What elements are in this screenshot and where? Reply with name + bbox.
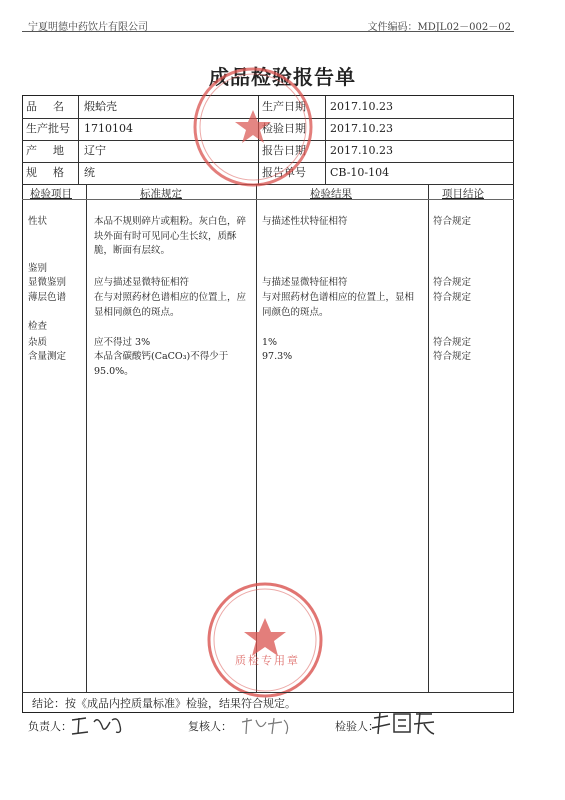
body-divider-1 — [86, 184, 87, 692]
standard-tlc: 在与对照药材色谱相应的位置上，应显相同颜色的斑点。 — [94, 292, 247, 318]
item-traits: 性状 — [28, 216, 48, 227]
seal-subtext: 质检专用章 — [235, 654, 300, 667]
origin-value: 辽宁 — [84, 144, 106, 157]
item-impurity: 杂质 — [28, 337, 48, 348]
batch-value: 1710104 — [84, 122, 133, 135]
result-assay: 97.3% — [262, 351, 293, 362]
test-date-label: 检验日期 — [262, 122, 306, 135]
conclusion-traits: 符合规定 — [433, 216, 472, 227]
inspector-signature — [370, 708, 440, 738]
prod-date-value: 2017.10.23 — [330, 100, 393, 113]
conclusion-tlc: 符合规定 — [433, 292, 472, 303]
report-no-value: CB-10-104 — [330, 166, 390, 179]
info-divider-1 — [78, 96, 79, 184]
conclusion-assay: 符合规定 — [433, 351, 472, 362]
spec-value: 统 — [84, 166, 95, 179]
responsible-label: 负责人： — [28, 720, 72, 733]
standard-microscopic: 应与描述显微特征相符 — [94, 277, 190, 288]
conclusion-impurity: 符合规定 — [433, 337, 472, 348]
info-divider-3 — [325, 96, 326, 184]
body-divider-3 — [428, 184, 429, 692]
standard-impurity: 应不得过 3% — [94, 337, 151, 348]
heading-identification: 鉴别 — [28, 263, 48, 274]
document-number: 文件编码：MDJL02－002－02 — [367, 22, 511, 33]
col-head-conclusion: 项目结论 — [442, 188, 484, 200]
batch-label: 生产批号 — [26, 122, 70, 135]
standard-assay: 本品含碳酸钙(CaCO₃)不得少于95.0%。 — [94, 351, 229, 377]
inspector-label: 检验人： — [335, 720, 379, 733]
prod-date-label: 生产日期 — [262, 100, 306, 113]
result-tlc: 与对照药材色谱相应的位置上，显相同颜色的斑点。 — [262, 292, 415, 318]
header-divider — [22, 31, 514, 32]
conclusion-microscopic: 符合规定 — [433, 277, 472, 288]
reviewer-label: 复核人： — [188, 720, 232, 733]
standard-traits: 本品不规则碎片或粗粉。灰白色，碎块外面有时可见同心生长纹，质酥脆，断面有层纹。 — [94, 216, 247, 256]
header-row-divider — [22, 199, 514, 200]
result-microscopic: 与描述显微特征相符 — [262, 277, 348, 288]
item-tlc: 薄层色谱 — [28, 292, 67, 303]
col-head-standard: 标准规定 — [140, 188, 182, 200]
document-header — [0, 18, 565, 32]
company-name: 宁夏明德中药饮片有限公司 — [28, 22, 148, 33]
product-name-label: 品 名 — [26, 100, 64, 113]
origin-label: 产 地 — [26, 144, 64, 157]
col-head-item: 检验项目 — [30, 188, 72, 200]
spec-label: 规 格 — [26, 166, 64, 179]
product-name-value: 煅蛤壳 — [84, 100, 117, 113]
conclusion-divider — [22, 692, 514, 693]
heading-inspection: 检查 — [28, 321, 48, 332]
item-microscopic: 显微鉴别 — [28, 277, 67, 288]
result-impurity: 1% — [262, 337, 278, 348]
conclusion-text: 结论：按《成品内控质量标准》检验，结果符合规定。 — [32, 697, 296, 710]
reviewer-signature — [238, 712, 298, 738]
item-assay: 含量测定 — [28, 351, 67, 362]
page-title: 成品检验报告单 — [209, 65, 356, 89]
test-date-value: 2017.10.23 — [330, 122, 393, 135]
report-date-value: 2017.10.23 — [330, 144, 393, 157]
report-date-label: 报告日期 — [262, 144, 306, 157]
responsible-signature — [68, 712, 128, 738]
report-no-label: 报告单号 — [262, 166, 306, 179]
quality-seal-bottom — [203, 578, 327, 702]
quality-seal-top — [188, 62, 318, 192]
col-head-result: 检验结果 — [310, 188, 352, 200]
result-traits: 与描述性状特征相符 — [262, 216, 348, 227]
